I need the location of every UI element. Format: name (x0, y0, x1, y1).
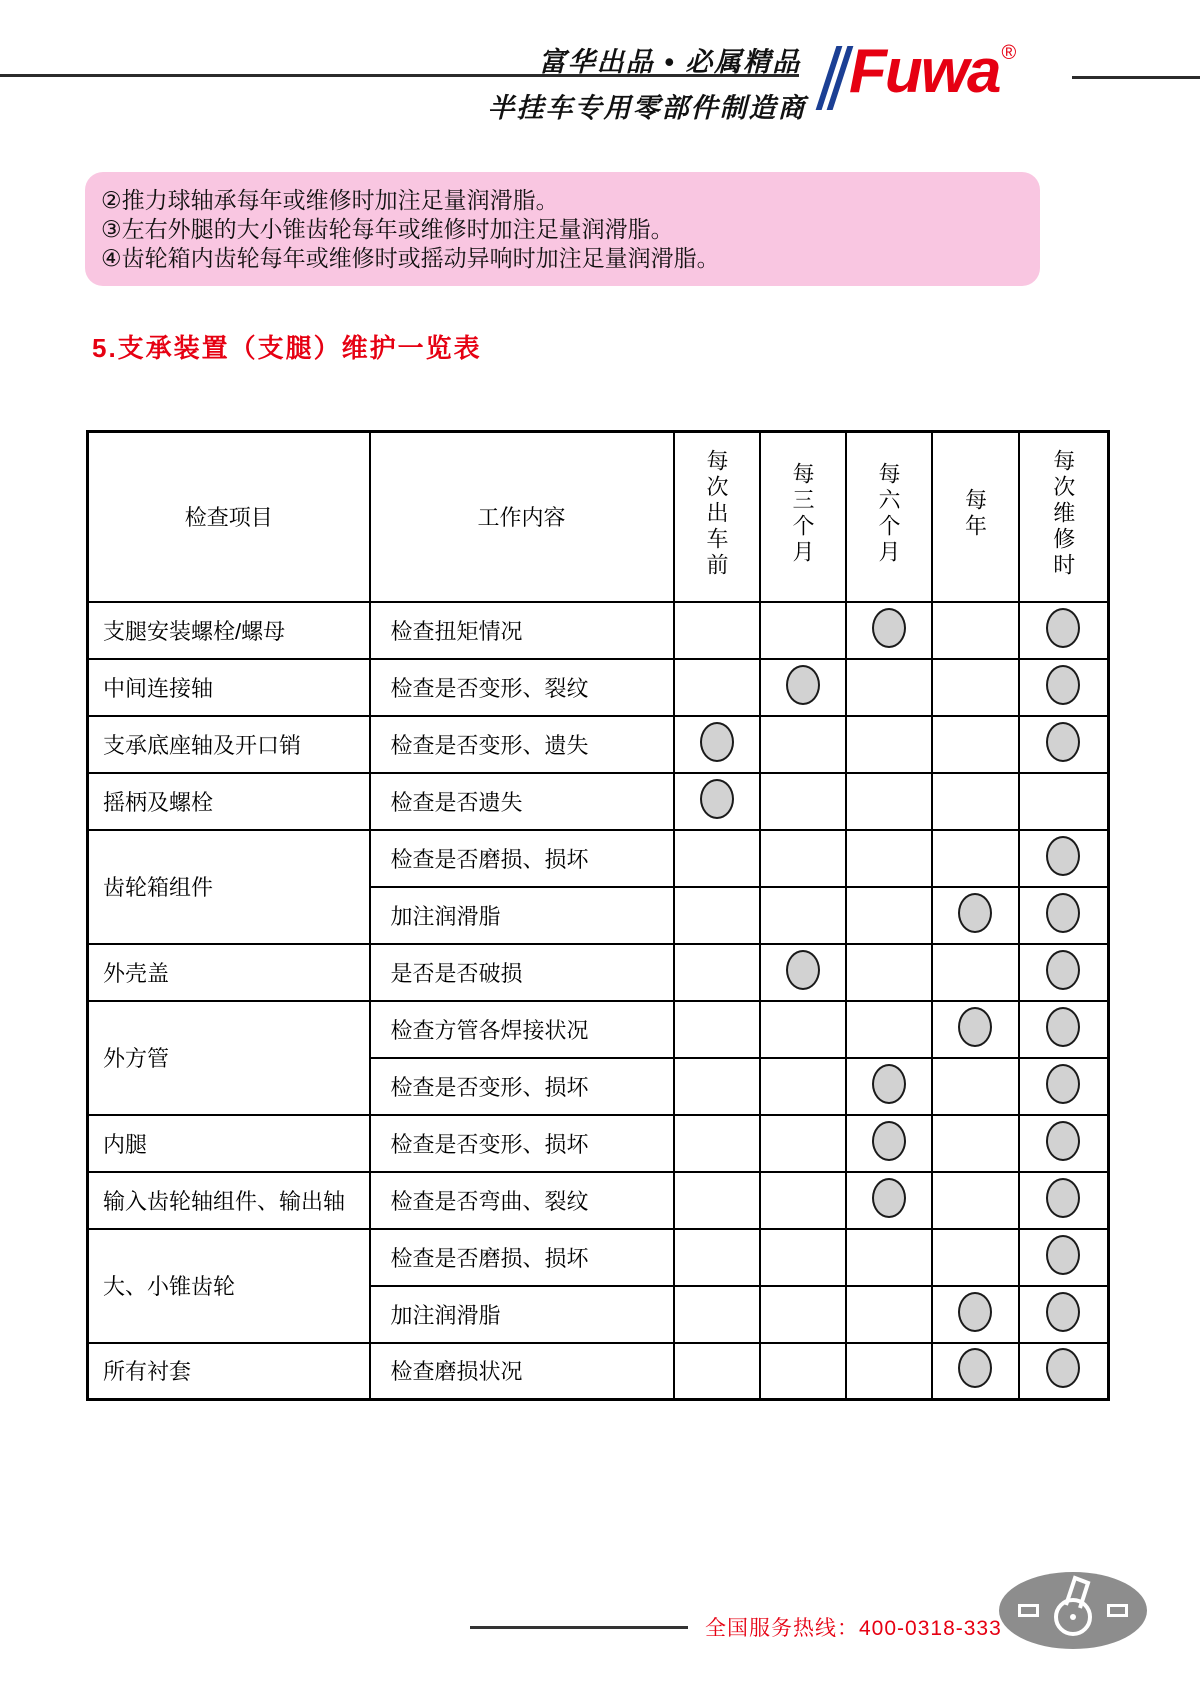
check-circle-mark (1046, 722, 1080, 762)
table-row (88, 830, 1109, 887)
page-number-badge (999, 1572, 1147, 1649)
check-circle-mark (1046, 1235, 1080, 1275)
item-cell: 外方管 (88, 1001, 370, 1115)
col-header-freq-1 (760, 432, 846, 602)
col-header-freq-4 (1019, 432, 1109, 602)
col-header-freq-2 (846, 432, 932, 602)
work-cell: 检查是否磨损、损坏 (370, 830, 674, 887)
mark-cell-empty (674, 1286, 760, 1343)
badge-square-icon (1018, 1604, 1039, 1617)
mark-cell-empty (932, 773, 1019, 830)
work-cell: 检查是否变形、遗失 (370, 716, 674, 773)
check-circle-mark (1046, 836, 1080, 876)
work-cell: 检查磨损状况 (370, 1343, 674, 1400)
logo-wordmark: Fuwa (849, 37, 1000, 106)
check-circle-mark (1046, 1292, 1080, 1332)
mark-cell-empty (932, 1172, 1019, 1229)
mark-cell-checked (1019, 659, 1109, 716)
mark-cell-empty (674, 830, 760, 887)
mark-cell-empty (674, 1172, 760, 1229)
mark-cell-checked (1019, 887, 1109, 944)
mark-cell-empty (674, 887, 760, 944)
mark-cell-checked (846, 1172, 932, 1229)
mark-cell-checked (1019, 1229, 1109, 1286)
item-cell: 大、小锥齿轮 (88, 1229, 370, 1343)
work-cell: 检查是否变形、裂纹 (370, 659, 674, 716)
mark-cell-empty (932, 944, 1019, 1001)
mark-cell-checked (846, 1115, 932, 1172)
work-cell: 是否是否破损 (370, 944, 674, 1001)
mark-cell-empty (932, 1058, 1019, 1115)
check-circle-mark (872, 1178, 906, 1218)
item-cell: 内腿 (88, 1115, 370, 1172)
mark-cell-checked (1019, 1115, 1109, 1172)
fuwa-logo (826, 37, 1017, 120)
notes-box (85, 172, 1040, 286)
mark-cell-empty (846, 887, 932, 944)
page-number-six-icon (1052, 1575, 1094, 1639)
table-row (88, 1343, 1109, 1400)
freq-label: 每次维修时 (1050, 448, 1076, 579)
check-circle-mark (1046, 893, 1080, 933)
mark-cell-empty (760, 887, 846, 944)
brand-slogan-top: 富华出品 • 必属精品 (538, 47, 802, 77)
mark-cell-empty (932, 830, 1019, 887)
mark-cell-checked (932, 887, 1019, 944)
badge-square-icon (1107, 1604, 1128, 1617)
check-circle-mark (1046, 1178, 1080, 1218)
mark-cell-empty (674, 1229, 760, 1286)
col-header-item: 检查项目 (88, 432, 370, 602)
mark-cell-empty (932, 1115, 1019, 1172)
check-circle-mark (958, 1007, 992, 1047)
mark-cell-empty (760, 830, 846, 887)
freq-label: 每年 (962, 487, 988, 540)
mark-cell-empty (760, 1115, 846, 1172)
mark-cell-empty (760, 1343, 846, 1400)
mark-cell-checked (760, 659, 846, 716)
mark-cell-empty (846, 944, 932, 1001)
maintenance-table (86, 430, 1110, 1401)
mark-cell-checked (674, 773, 760, 830)
note-line: ③左右外腿的大小锥齿轮每年或维修时加注足量润滑脂。 (101, 216, 674, 242)
col-header-work: 工作内容 (370, 432, 674, 602)
table-header-row (88, 432, 1109, 602)
item-cell: 所有衬套 (88, 1343, 370, 1400)
mark-cell-empty (760, 1058, 846, 1115)
table-row (88, 716, 1109, 773)
table-row (88, 773, 1109, 830)
work-cell: 检查方管各焊接状况 (370, 1001, 674, 1058)
table-row (88, 944, 1109, 1001)
col-header-freq-3 (932, 432, 1019, 602)
mark-cell-empty (846, 1286, 932, 1343)
item-cell: 输入齿轮轴组件、输出轴 (88, 1172, 370, 1229)
service-hotline: 全国服务热线：400-0318-333 (705, 1617, 1002, 1640)
mark-cell-empty (932, 1229, 1019, 1286)
mark-cell-checked (932, 1343, 1019, 1400)
item-cell: 摇柄及螺栓 (88, 773, 370, 830)
mark-cell-empty (760, 1001, 846, 1058)
mark-cell-checked (1019, 602, 1109, 659)
check-circle-mark (958, 893, 992, 933)
item-cell: 齿轮箱组件 (88, 830, 370, 944)
mark-cell-empty (846, 659, 932, 716)
work-cell: 检查是否弯曲、裂纹 (370, 1172, 674, 1229)
check-circle-mark (872, 1121, 906, 1161)
note-line: ④齿轮箱内齿轮每年或维修时或摇动异响时加注足量润滑脂。 (101, 245, 720, 271)
mark-cell-checked (1019, 944, 1109, 1001)
mark-cell-empty (846, 1001, 932, 1058)
mark-cell-checked (1019, 1286, 1109, 1343)
mark-cell-empty (674, 659, 760, 716)
work-cell: 检查是否变形、损坏 (370, 1115, 674, 1172)
check-circle-mark (1046, 1007, 1080, 1047)
freq-label: 每次出车前 (704, 448, 729, 579)
mark-cell-checked (1019, 1001, 1109, 1058)
table-row (88, 1115, 1109, 1172)
mark-cell-empty (846, 1229, 932, 1286)
mark-cell-empty (760, 716, 846, 773)
mark-cell-empty (932, 659, 1019, 716)
freq-label: 每六个月 (876, 461, 901, 566)
check-circle-mark (700, 722, 734, 762)
footer-rule (470, 1626, 688, 1629)
section-title: 5.支承装置（支腿）维护一览表 (92, 333, 482, 363)
table-row (88, 1001, 1109, 1058)
mark-cell-empty (674, 1058, 760, 1115)
mark-cell-checked (932, 1286, 1019, 1343)
item-cell: 中间连接轴 (88, 659, 370, 716)
mark-cell-checked (846, 602, 932, 659)
check-circle-mark (958, 1348, 992, 1388)
work-cell: 检查是否遗失 (370, 773, 674, 830)
check-circle-mark (1046, 1348, 1080, 1388)
freq-label: 每三个月 (790, 461, 815, 566)
mark-cell-empty (846, 830, 932, 887)
mark-cell-empty (760, 773, 846, 830)
mark-cell-empty (674, 1001, 760, 1058)
brand-slogan-bottom: 半挂车专用零部件制造商 (487, 93, 807, 123)
mark-cell-empty (760, 1229, 846, 1286)
mark-cell-empty (674, 944, 760, 1001)
mark-cell-checked (1019, 1172, 1109, 1229)
work-cell: 检查是否变形、损坏 (370, 1058, 674, 1115)
mark-cell-empty (674, 1343, 760, 1400)
check-circle-mark (872, 608, 906, 648)
mark-cell-checked (1019, 1343, 1109, 1400)
work-cell: 加注润滑脂 (370, 1286, 674, 1343)
mark-cell-empty (760, 1286, 846, 1343)
mark-cell-empty (674, 602, 760, 659)
mark-cell-checked (846, 1058, 932, 1115)
check-circle-mark (1046, 608, 1080, 648)
item-cell: 支承底座轴及开口销 (88, 716, 370, 773)
header-rule-right (1072, 76, 1200, 79)
check-circle-mark (700, 779, 734, 819)
check-circle-mark (1046, 1064, 1080, 1104)
mark-cell-checked (760, 944, 846, 1001)
mark-cell-checked (674, 716, 760, 773)
mark-cell-empty (932, 716, 1019, 773)
mark-cell-empty (846, 716, 932, 773)
table-row (88, 1229, 1109, 1286)
maintenance-table-body (88, 602, 1109, 1400)
item-cell: 外壳盖 (88, 944, 370, 1001)
mark-cell-checked (932, 1001, 1019, 1058)
note-line: ②推力球轴承每年或维修时加注足量润滑脂。 (101, 187, 559, 213)
work-cell: 检查扭矩情况 (370, 602, 674, 659)
check-circle-mark (786, 950, 820, 990)
mark-cell-empty (760, 602, 846, 659)
check-circle-mark (872, 1064, 906, 1104)
col-header-freq-0 (674, 432, 760, 602)
table-row (88, 1172, 1109, 1229)
check-circle-mark (786, 665, 820, 705)
mark-cell-empty (674, 1115, 760, 1172)
mark-cell-checked (1019, 1058, 1109, 1115)
check-circle-mark (958, 1292, 992, 1332)
mark-cell-empty (846, 773, 932, 830)
mark-cell-checked (1019, 830, 1109, 887)
item-cell: 支腿安装螺栓/螺母 (88, 602, 370, 659)
check-circle-mark (1046, 1121, 1080, 1161)
work-cell: 加注润滑脂 (370, 887, 674, 944)
mark-cell-empty (846, 1343, 932, 1400)
mark-cell-empty (760, 1172, 846, 1229)
mark-cell-empty (1019, 773, 1109, 830)
mark-cell-empty (932, 602, 1019, 659)
table-row (88, 659, 1109, 716)
check-circle-mark (1046, 665, 1080, 705)
table-row (88, 602, 1109, 659)
check-circle-mark (1046, 950, 1080, 990)
mark-cell-checked (1019, 716, 1109, 773)
work-cell: 检查是否磨损、损坏 (370, 1229, 674, 1286)
registered-trademark-icon: ® (1001, 42, 1017, 64)
